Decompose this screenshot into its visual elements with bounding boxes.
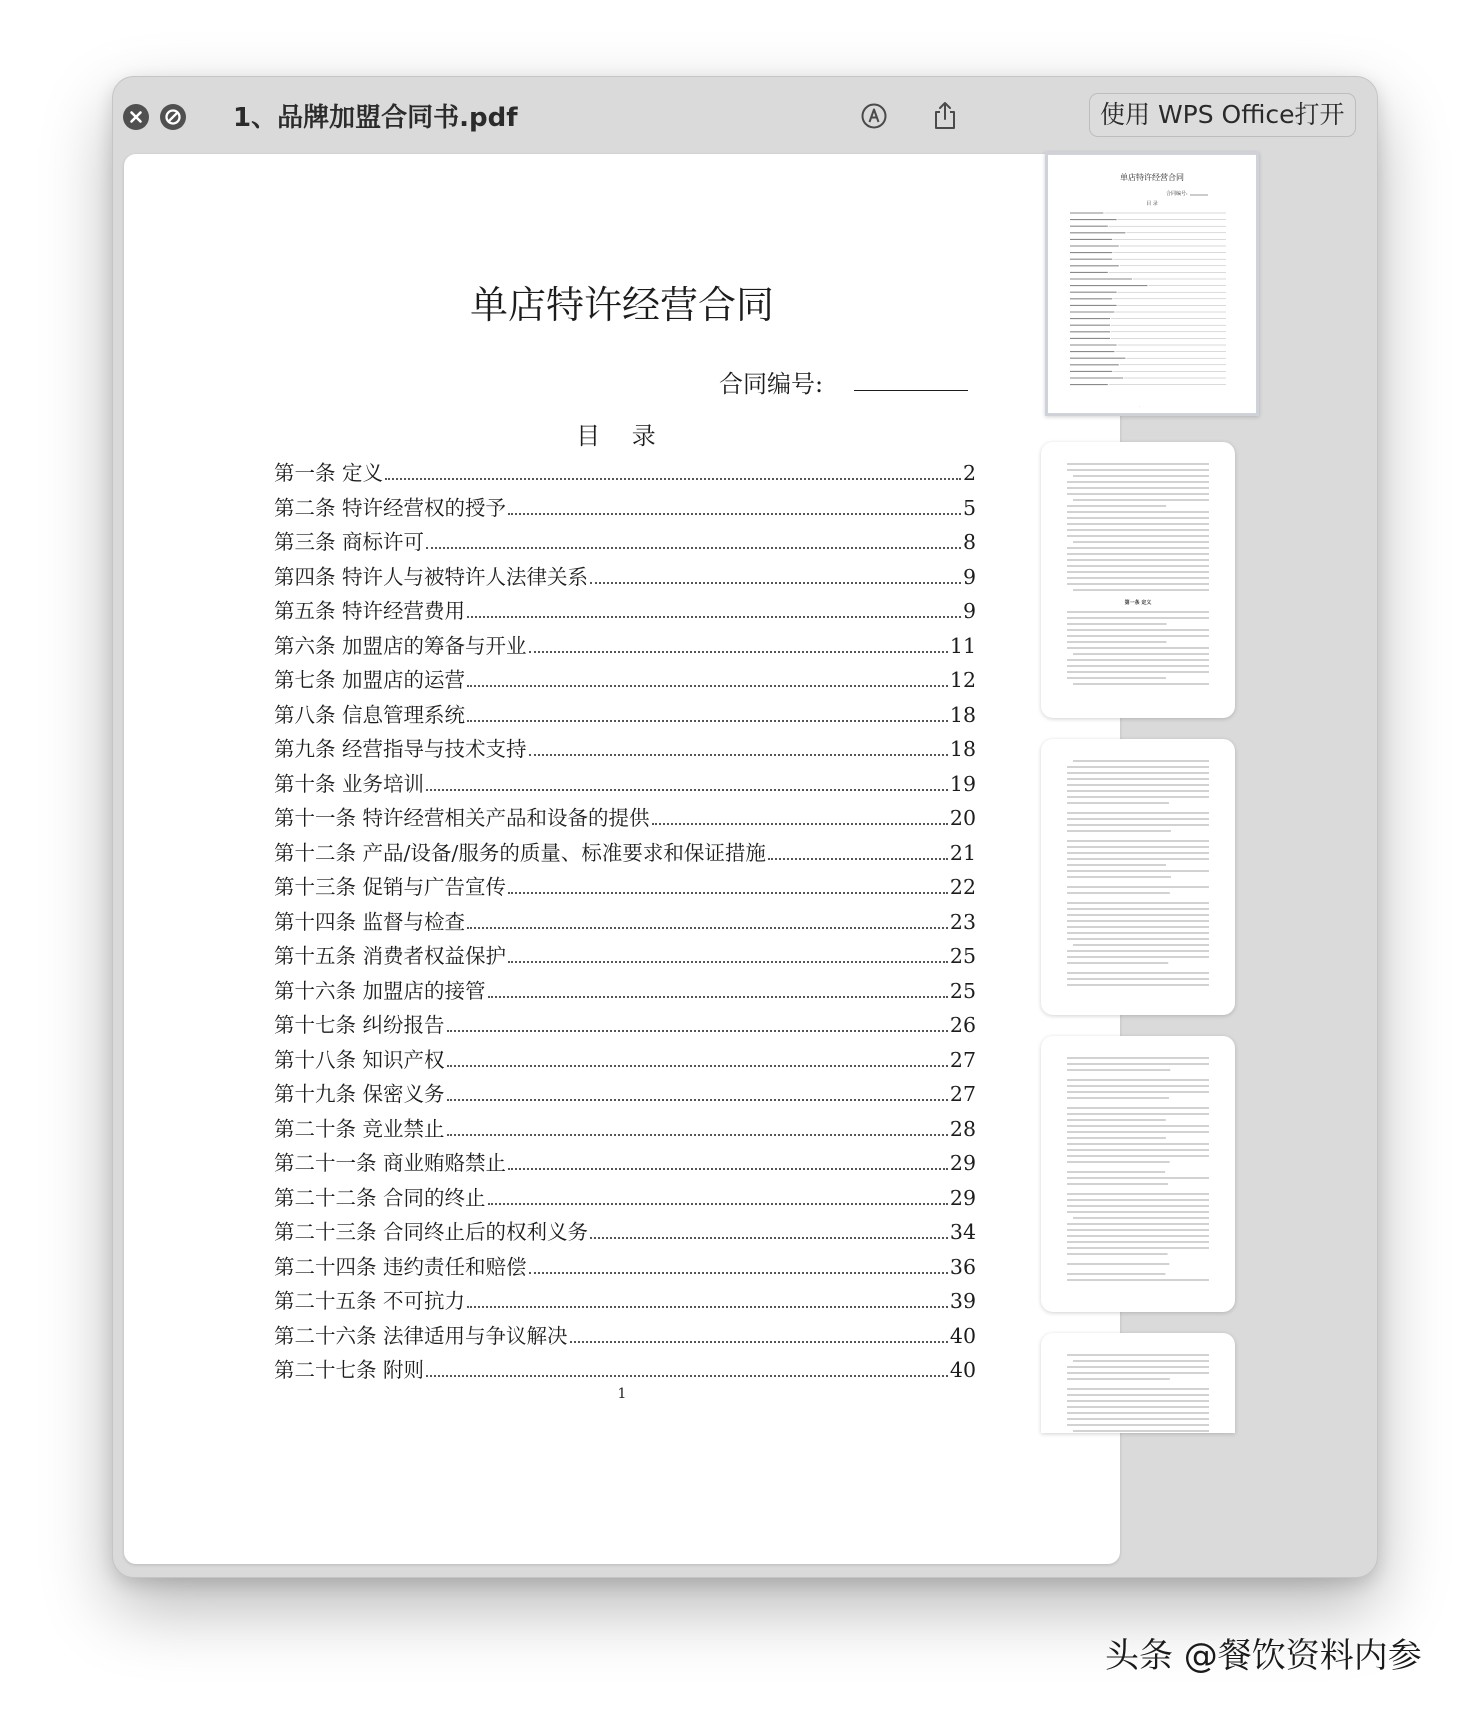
toc-leader-dots (426, 547, 961, 549)
toc-entry[interactable] (274, 974, 976, 1009)
toc-entry[interactable] (274, 1319, 976, 1354)
toc-entry-page: 21 (949, 840, 976, 865)
toc-entry[interactable] (274, 629, 976, 664)
toc-entry-label: 第十一条 特许经营相关产品和设备的提供 (274, 806, 650, 830)
toc-entry-page: 27 (949, 1047, 976, 1072)
toc-entry-page: 22 (949, 875, 976, 899)
toc-entry-label: 第十六条 加盟店的接管 (274, 978, 486, 1003)
contract-number-label: 合同编号: (719, 370, 824, 398)
toc-entry-page: 5 (962, 495, 976, 520)
thumbnail-title: 单店特许经营合同 (1120, 173, 1184, 182)
toc-entry-label: 第三条 商标许可 (274, 530, 425, 554)
toc-leader-dots (467, 720, 948, 722)
toc-entry-page: 18 (949, 702, 976, 727)
page-number: 1 (617, 1386, 627, 1402)
toc-entry-label: 第四条 特许人与被特许人法律关系 (274, 564, 589, 589)
toc-entry[interactable] (274, 1112, 976, 1147)
toc-entry[interactable] (274, 767, 976, 802)
toc-entry-page: 9 (962, 599, 976, 623)
thumbnail-page-2[interactable] (1041, 442, 1235, 718)
toc-entry-label: 第二十二条 合同的终止 (274, 1185, 486, 1210)
toc-entry-label: 第十九条 保密义务 (274, 1082, 445, 1106)
toc-entry-label: 第二十三条 合同终止后的权利义务 (274, 1220, 589, 1244)
contract-number-blank (854, 390, 968, 391)
toc-entry-label: 第十五条 消费者权益保护 (274, 944, 507, 968)
toc-leader-dots (529, 1272, 948, 1274)
toc-entry-page: 2 (962, 461, 976, 485)
toc-entry-label: 第十四条 监督与检查 (274, 909, 466, 934)
toc-leader-dots (508, 961, 948, 963)
toc-entry-page: 40 (949, 1358, 976, 1382)
toc-entry-label: 第十七条 纠纷报告 (274, 1013, 445, 1037)
markup-icon (859, 101, 889, 131)
toc-entry-label: 第八条 信息管理系统 (274, 702, 466, 727)
toc-leader-dots (467, 1306, 948, 1308)
toc-leader-dots (768, 858, 948, 860)
toc-entry-label: 第十二条 产品/设备/服务的质量、标准要求和保证措施 (274, 840, 766, 865)
toc-entry[interactable] (274, 560, 976, 595)
toc-entry-label: 第二十七条 附则 (274, 1358, 425, 1382)
toc-entry[interactable] (274, 1250, 976, 1285)
markup-button[interactable] (857, 99, 891, 133)
thumbnail-toc-lines (1070, 213, 1226, 385)
thumbnail-contract-no: 合同编号: (1166, 191, 1188, 197)
toc-entry-page: 28 (949, 1116, 976, 1141)
toc-entry-page: 25 (949, 944, 976, 968)
toc-leader-dots (590, 582, 961, 584)
toc-entry-page: 29 (949, 1151, 976, 1175)
toc-leader-dots (447, 1134, 948, 1136)
thumbnail-page-2-preview (1041, 442, 1235, 718)
toc-entry[interactable] (274, 1215, 976, 1250)
thumbnail-page-1[interactable] (1045, 152, 1259, 416)
toc-entry[interactable] (274, 1353, 976, 1388)
toc-leader-dots (590, 1237, 948, 1239)
toc-entry[interactable] (274, 1181, 976, 1216)
svg-text:.: . (1139, 404, 1140, 408)
toc-leader-dots (508, 513, 961, 515)
close-icon (123, 104, 149, 130)
toc-entry-label: 第二十条 竞业禁止 (274, 1116, 445, 1141)
table-of-contents (274, 456, 976, 1388)
toc-entry[interactable] (274, 594, 976, 629)
toc-leader-dots (508, 892, 948, 894)
toc-entry-page: 12 (949, 668, 976, 692)
thumbnail-page-5[interactable] (1041, 1333, 1235, 1433)
toc-leader-dots (467, 927, 948, 929)
toc-leader-dots (447, 1030, 948, 1032)
toc-leader-dots (447, 1099, 948, 1101)
toc-entry-page: 9 (962, 564, 976, 589)
watermark-text: 头条 @餐饮资料内参 (1105, 1636, 1422, 1676)
close-button[interactable] (123, 104, 149, 130)
toc-entry-page: 19 (949, 771, 976, 796)
toc-leader-dots (426, 789, 948, 791)
toc-entry-label: 第五条 特许经营费用 (274, 599, 466, 623)
toc-entry[interactable] (274, 698, 976, 733)
toc-leader-dots (652, 823, 948, 825)
toc-entry[interactable] (274, 491, 976, 526)
toc-entry-page: 34 (949, 1220, 976, 1244)
document-title: 单店特许经营合同 (469, 283, 774, 327)
toc-entry-label: 第二十五条 不可抗力 (274, 1289, 466, 1313)
toc-entry[interactable] (274, 801, 976, 836)
toc-leader-dots (447, 1065, 948, 1067)
toc-entry[interactable] (274, 905, 976, 940)
toc-leader-dots (467, 616, 961, 618)
toc-entry[interactable] (274, 1008, 976, 1043)
toc-entry-label: 第二十四条 违约责任和赔偿 (274, 1254, 527, 1279)
toc-entry[interactable] (274, 870, 976, 905)
thumbnail-page-3-preview (1041, 739, 1235, 1015)
toc-entry-page: 11 (949, 633, 976, 658)
toc-entry-label: 第二条 特许经营权的授予 (274, 495, 507, 520)
open-with-wps-button[interactable]: 使用 WPS Office打开 (1089, 93, 1356, 137)
toc-entry-page: 25 (949, 978, 976, 1003)
toc-entry-page: 20 (949, 806, 976, 830)
share-icon (930, 100, 960, 132)
window-title: 1、品牌加盟合同书.pdf (233, 103, 518, 133)
thumbnail-section-heading: 第一条 定义 (1124, 600, 1152, 606)
share-button[interactable] (928, 99, 962, 133)
thumbnail-page-4[interactable] (1041, 1036, 1235, 1312)
toc-leader-dots (529, 651, 948, 653)
toc-entry[interactable] (274, 732, 976, 767)
toc-entry-label: 第十条 业务培训 (274, 771, 425, 796)
hide-button[interactable] (160, 104, 186, 130)
toc-entry-page: 40 (949, 1323, 976, 1348)
preview-window (112, 76, 1378, 1578)
toc-leader-dots (426, 1375, 948, 1377)
thumbnail-page-3[interactable] (1041, 739, 1235, 1015)
toc-entry[interactable] (274, 456, 976, 491)
thumbnail-page-5-preview (1041, 1333, 1235, 1433)
thumbnail-page-1-preview (1048, 155, 1256, 413)
toc-entry-page: 23 (949, 909, 976, 934)
toc-entry-page: 8 (962, 530, 976, 554)
toc-leader-dots (570, 1341, 948, 1343)
toc-leader-dots (467, 685, 948, 687)
toc-entry[interactable] (274, 836, 976, 871)
toc-entry-label: 第十八条 知识产权 (274, 1047, 445, 1072)
toc-entry-label: 第六条 加盟店的筹备与开业 (274, 633, 527, 658)
hide-icon (160, 104, 186, 130)
toc-entry[interactable] (274, 1284, 976, 1319)
thumbnail-page-4-preview (1041, 1036, 1235, 1312)
toc-entry-page: 27 (949, 1082, 976, 1106)
toc-entry[interactable] (274, 1043, 976, 1078)
toc-entry[interactable] (274, 525, 976, 560)
toc-leader-dots (488, 1203, 948, 1205)
toc-entry-label: 第二十六条 法律适用与争议解决 (274, 1323, 568, 1348)
toc-entry[interactable] (274, 663, 976, 698)
toc-entry-label: 第十三条 促销与广告宣传 (274, 875, 507, 899)
toc-leader-dots (529, 754, 948, 756)
toc-entry-label: 第七条 加盟店的运营 (274, 668, 466, 692)
title-bar (113, 77, 1377, 153)
toc-entry-page: 18 (949, 737, 976, 761)
toc-entry[interactable] (274, 939, 976, 974)
toc-entry-page: 26 (949, 1013, 976, 1037)
toc-entry-page: 29 (949, 1185, 976, 1210)
toc-leader-dots (385, 478, 961, 480)
toc-heading: 目 录 (576, 422, 668, 450)
toc-entry-page: 36 (949, 1254, 976, 1279)
toc-entry-page: 39 (949, 1289, 976, 1313)
toc-leader-dots (508, 1168, 948, 1170)
toc-entry-label: 第九条 经营指导与技术支持 (274, 737, 527, 761)
thumbnail-toc-heading: 目 录 (1146, 201, 1158, 207)
toc-leader-dots (488, 996, 948, 998)
pdf-page[interactable] (124, 154, 1120, 1564)
toc-entry[interactable] (274, 1077, 976, 1112)
toc-entry-label: 第一条 定义 (274, 461, 384, 485)
toc-entry[interactable] (274, 1146, 976, 1181)
toc-entry-label: 第二十一条 商业贿赂禁止 (274, 1151, 507, 1175)
